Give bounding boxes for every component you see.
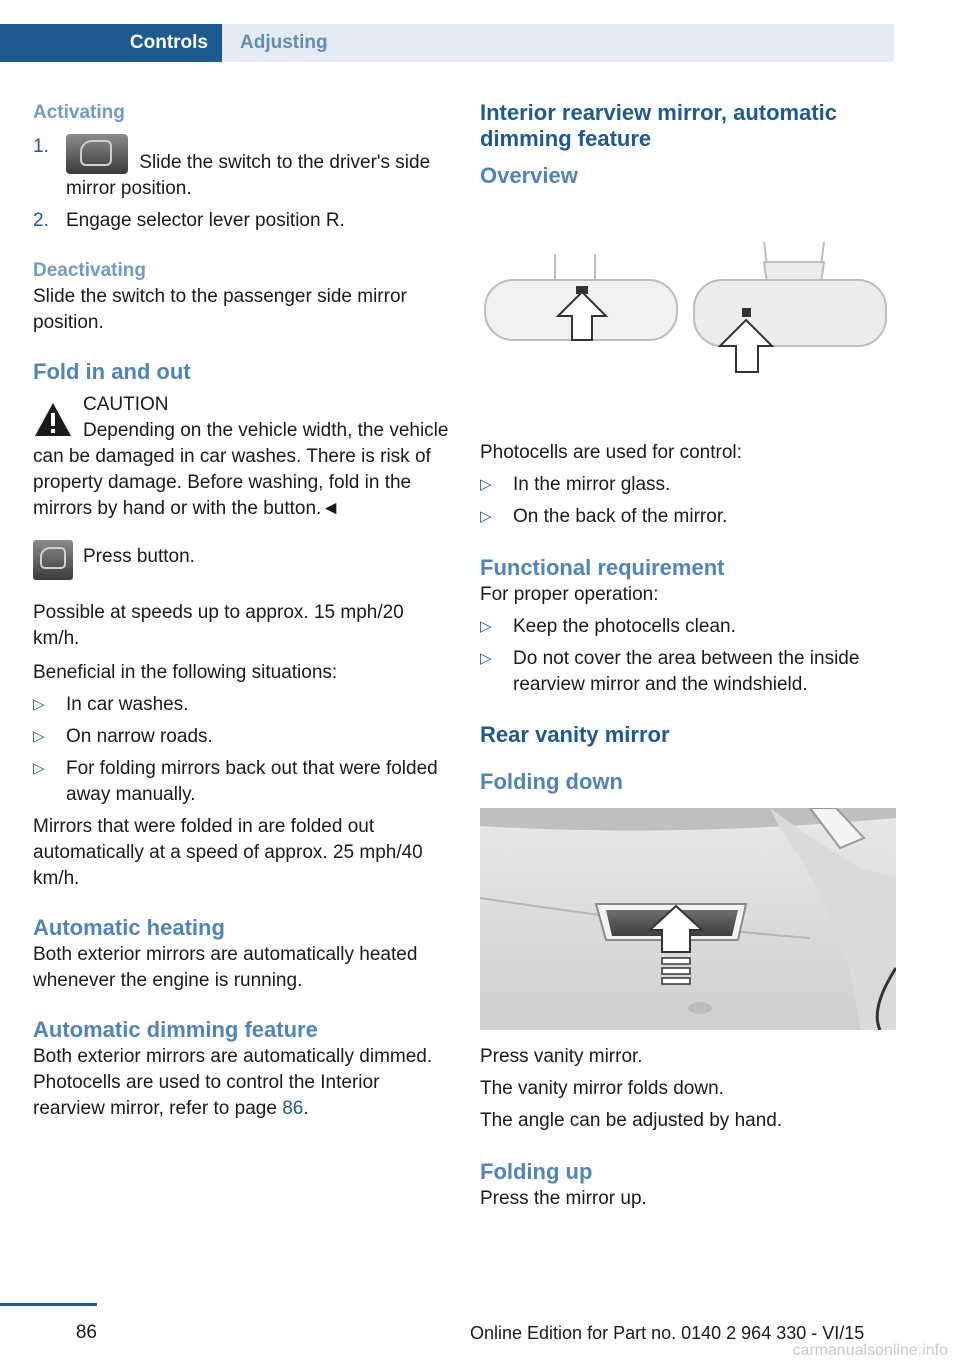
overview-heading: Overview — [480, 163, 578, 188]
angle-text: The angle can be adjusted by hand. — [480, 1110, 783, 1131]
triangle-bullet-icon: ▷ — [33, 696, 45, 713]
dimming-text — [33, 1044, 449, 1122]
press-button-text: Press button. — [83, 546, 195, 567]
folding-down-heading: Folding down — [480, 769, 623, 794]
step-text: Engage selector lever position R. — [66, 210, 345, 231]
beneficial-text: Beneficial in the following situations: — [33, 662, 338, 683]
situations-list — [33, 692, 449, 808]
interior-mirror-heading: Interior rearview mirror, automatic dimming feature — [480, 100, 838, 151]
deactivating-text: Slide the switch to the passenger side mirror position. — [33, 286, 407, 333]
activating-heading: Activating — [33, 102, 125, 123]
warning-icon — [33, 400, 73, 440]
heating-heading: Automatic heating — [33, 915, 225, 940]
speeds-text: Possible at speeds up to approx. 15 mph/20 km/h. — [33, 602, 404, 649]
caution-text: Depending on the vehicle width, the vehicle can be damaged in car washes. There is risk of property damage. Before washing, fold in the mirrors by hand or with the button.◄ — [33, 420, 449, 519]
step-number: 2. — [33, 210, 49, 231]
dimming-heading: Automatic dimming feature — [33, 1017, 318, 1042]
right-column — [480, 100, 896, 1212]
list-item-text: On the back of the mirror. — [513, 506, 728, 527]
triangle-bullet-icon: ▷ — [33, 760, 45, 777]
header-tabs — [0, 24, 894, 62]
mirror-switch-icon — [66, 134, 128, 174]
list-item — [33, 134, 449, 202]
fold-button-row — [33, 544, 449, 586]
caution-block — [33, 392, 449, 418]
folding-up-heading: Folding up — [480, 1159, 593, 1184]
list-item — [33, 692, 449, 718]
dimming-text-body: Both exterior mirrors are automatically dimmed. Photocells are used to control the Interior rearview mirror, refer to page — [33, 1046, 433, 1119]
list-item-text: For folding mirrors back out that were folded away manually. — [66, 758, 438, 805]
deactivating-heading: Deactivating — [33, 260, 146, 281]
heating-text: Both exterior mirrors are automatically heated whenever the engine is running. — [33, 944, 418, 991]
step-number: 1. — [33, 136, 49, 157]
list-item — [480, 646, 896, 698]
activating-steps — [33, 134, 449, 234]
press-up-text: Press the mirror up. — [480, 1188, 647, 1209]
watermark: carmanualsonline.info — [792, 1342, 948, 1359]
left-column — [33, 100, 449, 1122]
proper-operation-text: For proper operation: — [480, 584, 659, 605]
list-item-text: Keep the photocells clean. — [513, 616, 736, 637]
triangle-bullet-icon: ▷ — [480, 618, 492, 635]
page-number: 86 — [75, 1322, 97, 1343]
list-item — [480, 504, 896, 530]
press-vanity-text: Press vanity mirror. — [480, 1046, 643, 1067]
requirements-list — [480, 614, 896, 698]
photocells-text: Photocells are used for control: — [480, 442, 742, 463]
triangle-bullet-icon: ▷ — [480, 508, 492, 525]
tab-controls[interactable]: Controls — [0, 24, 222, 62]
triangle-bullet-icon: ▷ — [33, 728, 45, 745]
page-link[interactable]: 86 — [282, 1098, 304, 1119]
list-item-text: Do not cover the area between the inside rearview mirror and the windshield. — [513, 648, 860, 695]
dimming-text-end: . — [303, 1098, 309, 1119]
folded-out-text: Mirrors that were folded in are folded out automatically at a speed of approx. 25 mph/40 km/h. — [33, 816, 423, 889]
fold-heading: Fold in and out — [33, 359, 191, 384]
rear-vanity-heading: Rear vanity mirror — [480, 722, 670, 747]
photocells-list — [480, 472, 896, 530]
folds-down-text: The vanity mirror folds down. — [480, 1078, 724, 1099]
fold-mirror-button-icon — [33, 540, 73, 580]
list-item — [33, 724, 449, 750]
functional-heading: Functional requirement — [480, 555, 725, 580]
triangle-bullet-icon: ▷ — [480, 476, 492, 493]
list-item — [480, 472, 896, 498]
triangle-bullet-icon: ▷ — [480, 650, 492, 667]
interior-mirror-illustration — [480, 242, 896, 392]
list-item — [480, 614, 896, 640]
list-item-text: In the mirror glass. — [513, 474, 671, 495]
tab-adjusting[interactable]: Adjusting — [222, 24, 894, 62]
edition-text: Online Edition for Part no. 0140 2 964 330 - VI/15 — [470, 1323, 865, 1343]
footer-rule — [0, 1303, 97, 1306]
list-item-text: On narrow roads. — [66, 726, 213, 747]
list-item-text: In car washes. — [66, 694, 189, 715]
vanity-mirror-illustration — [480, 808, 896, 1030]
list-item — [33, 756, 449, 808]
step-text: Slide the switch to the driver's side mirror position. — [66, 152, 431, 199]
caution-title: CAUTION — [83, 394, 169, 415]
list-item — [33, 208, 449, 234]
